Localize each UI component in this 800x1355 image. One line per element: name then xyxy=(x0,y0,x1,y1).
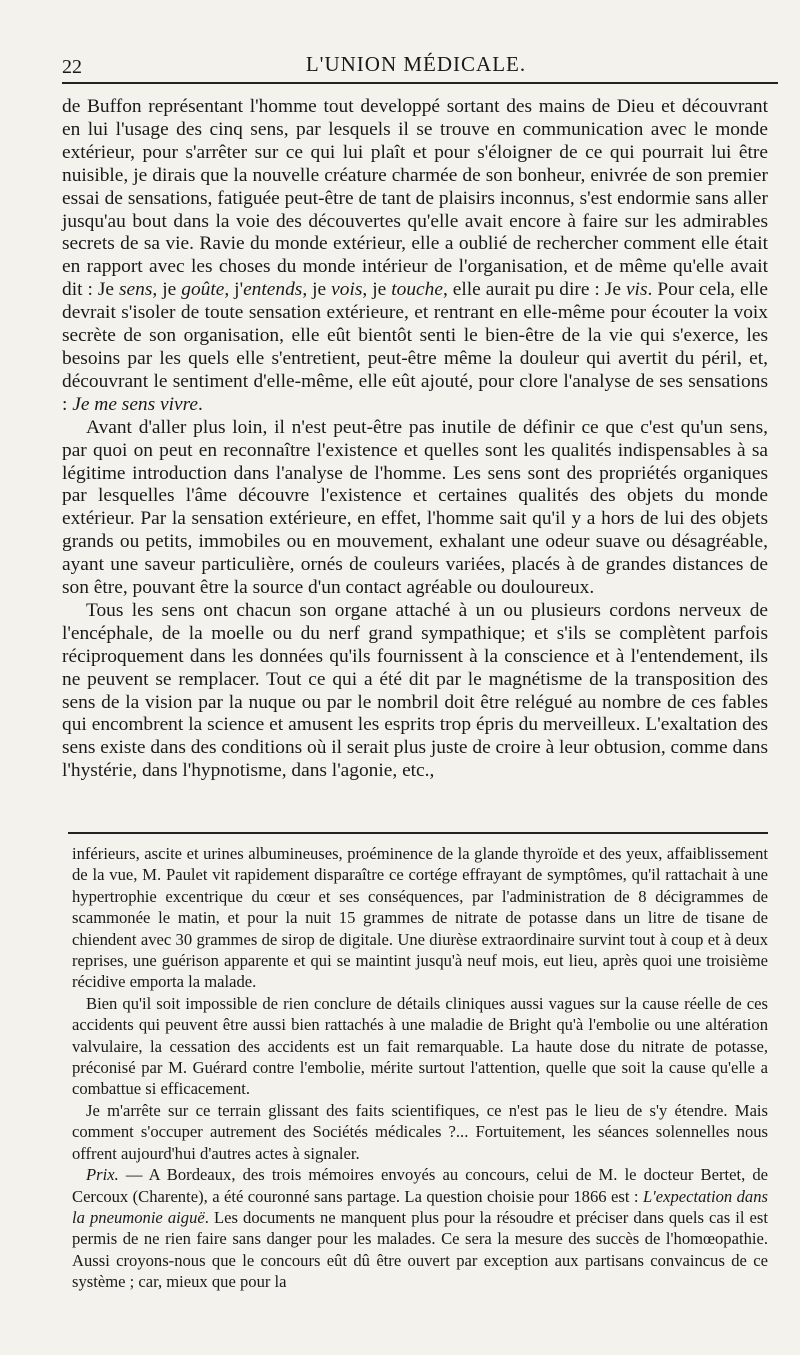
text-run: , je xyxy=(362,279,392,301)
italic-run: sens xyxy=(119,279,153,301)
text-run: . Les documents ne manquent plus pour la résoudre et préciser dans quels cas il est permis de ne rien faire sans danger pour les malades. Ce sera la mesure des succès de l'homœopathie. Aussi croyons-nous que le concours eût dû être ouvert par exception aux partisans convaincus de ce système ; car, mieux que pour la xyxy=(72,1207,768,1292)
text-run: , j' xyxy=(224,279,244,301)
footnote-rule xyxy=(68,832,768,834)
italic-run: vis xyxy=(625,279,648,301)
italic-run: goûte xyxy=(181,279,225,301)
text-run: — A Bordeaux, des trois mémoires envoyés au concours, celui de M. le docteur Bertet, de Cercoux (Charente), a été couronné sans partage. La question choisie pour 1866 est : xyxy=(72,1165,768,1206)
note-paragraph-2: Bien qu'il soit impossible de rien conclure de détails cliniques aussi vagues sur la cause réelle de ces accidents qui peuvent être aussi bien rattachés à une maladie de Bright qu'à l'embolie ou une altération valvulaire, la cessation des accidents est un fait remarquable. La haute dose du nitrate de potasse, préconisé par M. Guérard contre l'embolie, mérite surtout l'attention, quelle que soit la cause qu'elle a combattue si efficacement. xyxy=(72,993,768,1099)
paragraph-1 xyxy=(62,96,768,417)
italic-run: touche xyxy=(391,279,443,301)
page-header xyxy=(62,48,770,78)
italic-run: L'expectation dans la pneumonie aiguë xyxy=(72,1186,768,1227)
feuilleton-text xyxy=(72,843,768,1293)
italic-run: Je me sens vivre xyxy=(72,393,199,415)
text-run: , je xyxy=(302,279,332,301)
main-text xyxy=(62,96,768,783)
italic-run: Prix. xyxy=(86,1165,119,1185)
text-run: , elle aurait pu dire : Je xyxy=(442,279,626,301)
note-paragraph-4 xyxy=(72,1164,768,1292)
text-run: , je xyxy=(152,279,182,301)
page-number: 22 xyxy=(62,56,82,78)
paragraph-3: Tous les sens ont chacun son organe attaché à un ou plusieurs cordons nerveux de l'encéphale, de la moelle ou du nerf grand sympathique; et s'ils se complètent parfois réciproquement dans les données qu'ils fournissent à la conscience et à l'entendement, ils ne peuvent se remplacer. Tout ce qui a été dit par le magnétisme de la transposition des sens de la vision par la nuque ou par le nombril doit être relégué au nombre de ces fables qui encombrent la science et amusent les esprits trop épris du merveilleux. L'exaltation des sens existe dans des conditions où il serait plus juste de croire à leur obtusion, comme dans l'hystérie, dans l'hypnotisme, dans l'agonie, etc., xyxy=(62,599,768,782)
header-rule xyxy=(62,82,778,84)
note-paragraph-3: Je m'arrête sur ce terrain glissant des faits scientifiques, ce n'est pas le lieu de s'y étendre. Mais comment s'occuper autrement des Sociétés médicales ?... Fortuitement, les séances solennelles nous offrent aujourd'hui d'autres actes à signaler. xyxy=(72,1100,768,1163)
text-run: de Buffon représentant l'homme tout developpé sortant des mains de Dieu et découvrant en lui l'usage des cinq sens, par lesquels il se trouve en communication avec le monde extérieur, pour s'arrêter sur ce qui lui plaît et pour s'éloigner de ce qui pourrait lui être nuisible, je dirais que la nouvelle créature charmée de son bonheur, enivrée de son premier essai de sensations, fatiguée peut-être de tant de plaisirs inconnus, s'est endormie sans aller jusqu'au bout dans la voie des découvertes qu'elle avait encore à faire sur les admirables secrets de sa vie. Ravie du monde extérieur, elle a oublié de rechercher comment elle était en rapport avec les choses du monde intérieur de l'organisation, et de même qu'elle avait dit : Je xyxy=(62,96,768,301)
italic-run: vois xyxy=(331,279,363,301)
text-run: . xyxy=(198,393,203,415)
running-head: L'UNION MÉDICALE. xyxy=(305,52,527,76)
note-paragraph-1: inférieurs, ascite et urines albumineuses, proéminence de la glande thyroïde et des yeux, affaiblissement de la vue, M. Paulet vit rapidement disparaître ce cortége effrayant de symptômes, qu'il rattachait à une hypertrophie excentrique du cœur et ses conséquences, par l'administration de 8 décigrammes de scammonée le matin, et pour la nuit 15 grammes de nitrate de potasse dans un litre de tisane de chiendent avec 30 grammes de sirop de digitale. Une diurèse extraordinaire survint tout à coup et à deux reprises, une guérison apparente et qui se maintint jusqu'à neuf mois, eut lieu, après quoi une troisième récidive emporta la malade. xyxy=(72,844,768,992)
paragraph-2: Avant d'aller plus loin, il n'est peut-être pas inutile de définir ce que c'est qu'un sens, par quoi on peut en reconnaître l'existence et quelles sont les qualités indispensables à sa légitime introduction dans l'analyse de l'homme. Les sens sont des propriétés organiques par lesquelles l'âme découvre l'existence et certaines qualités des objets du monde extérieur. Par la sensation extérieure, en effet, l'homme sait qu'il y a hors de lui des objets grands ou petits, immobiles ou en mouvement, exhalant une odeur suave ou désagréable, ayant une saveur particulière, ornés de couleurs variées, placés à de grandes distances de son être, pouvant être la source d'un contact agréable ou douloureux. xyxy=(62,416,768,599)
text-run: . Pour cela, elle devrait s'isoler de toute sensation extérieure, et rentrant en elle-même pour écouter la voix secrète de son organisation, elle eût bientôt senti le bien-être de la vie qui s'exerce, les besoins par les quels elle s'entretient, peut-être même la douleur qui avertit du péril, et, découvrant le sentiment d'elle-même, elle eût ajouté, pour clore l'analyse de ses sensations : xyxy=(62,279,769,415)
italic-run: entends xyxy=(243,279,303,301)
